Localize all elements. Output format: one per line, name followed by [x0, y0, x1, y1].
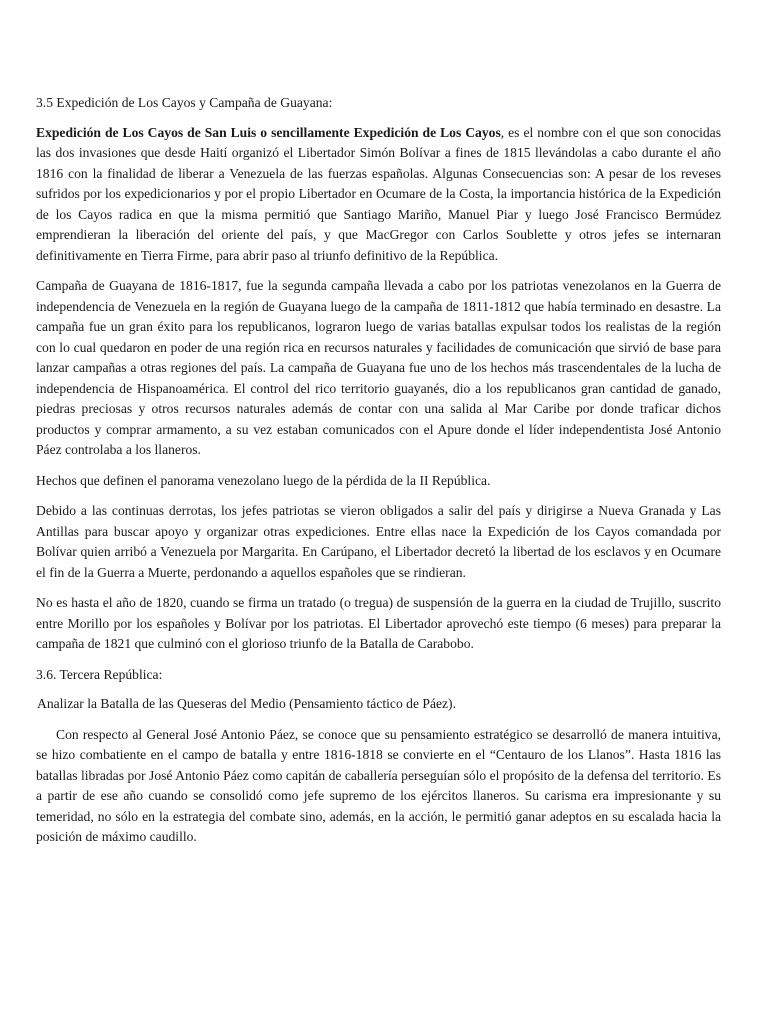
paragraph-jose-antonio-paez: Con respecto al General José Antonio Páez, se conoce que su pensamiento estratégico se desarrolló de manera intuitiva, se hizo combatiente en el campo de batalla y entre 1816-1818 se convierte en el “Centauro de los Llanos”. Hasta 1816 las batallas libradas por José Antonio Páez como capitán de caballería perseguían sólo el propósito de la defensa del territorio. Es a partir de ese año cuando se consolidó como jefe supremo de los ejércitos llaneros. Su carisma era impresionante y su temeridad, no sólo en la estrategia del combate sino, además, en la acción, le permitió ganar adeptos en su escalada hacia la posición de máximo caudillo.: [36, 726, 721, 844]
section-heading-3-5: 3.5 Expedición de Los Cayos y Campaña de Guayana:: [36, 95, 333, 110]
paragraph-campana-guayana: Campaña de Guayana de 1816-1817, fue la segunda campaña llevada a cabo por los patriotas venezolanos en la Guerra de independencia de Venezuela en la región de Guayana luego de la campaña de 1811-1812 que había terminado en desastre. La campaña fue un gran éxito para los republicanos, lograron luego de varias batallas expulsar todos los realistas de la región con lo cual quedaron en poder de una región rica en recursos naturales y facilidades de comunicación que sirvió de base para lanzar campañas a otras regiones del país. La campaña de Guayana fue uno de los hechos más trascendentales de la lucha de independencia de Hispanoamérica. El control del rico territorio guayanés, dio a los republicanos gran cantidad de ganado, piedras preciosas y otros recursos naturales además de contar con una salida al Mar Caribe por donde traficar dichos productos y comprar armamento, a su vez estaban comunicados con el Apure donde el líder independentista José Antonio Páez controlaba a los llaneros.: [36, 278, 721, 457]
bold-term-expedicion: Expedición de Los Cayos de San Luis o sencillamente Expedición de Los Cayos: [36, 124, 501, 140]
document-page: [36, 93, 721, 858]
paragraph-queseras-del-medio: Analizar la Batalla de las Queseras del Medio (Pensamiento táctico de Páez).: [37, 696, 456, 711]
paragraph-tratado-1820: No es hasta el año de 1820, cuando se firma un tratado (o tregua) de suspensión de la guerra en la ciudad de Trujillo, suscrito entre Morillo por los españoles y Bolívar por los patriotas. El Libertador aprovechó este tiempo (6 meses) para preparar la campaña de 1821 que culminó con el glorioso triunfo de la Batalla de Carabobo.: [36, 595, 721, 651]
paragraph-derrotas: Debido a las continuas derrotas, los jefes patriotas se vieron obligados a salir del país y dirigirse a Nueva Granada y Las Antillas para buscar apoyo y organizar otras expediciones. Entre ellas nace la Expedición de los Cayos comandada por Bolívar quien arribó a Venezuela por Margarita. En Carúpano, el Libertador decretó la libertad de los esclavos y en Ocumare el fin de la Guerra a Muerte, perdonando a aquellos españoles que se rindieran.: [36, 503, 721, 580]
paragraph-hechos: Hechos que definen el panorama venezolano luego de la pérdida de la II República.: [36, 472, 491, 488]
section-heading-3-6: 3.6. Tercera República:: [36, 666, 163, 682]
paragraph-text: , es el nombre con el que son conocidas las dos invasiones que desde Haití organizó el Libertador Simón Bolívar a fines de 1815 llevándolas a cabo durante el año 1816 con la finalidad de liberar a Venezuela de las fuerzas españolas. Algunas Consecuencias son: A pesar de los reveses sufridos por los expedicionarios y por el propio Libertador en Ocumare de la Costa, la importancia histórica de la Expedición de los Cayos radica en que la misma permitió que Santiago Mariño, Manuel Piar y luego José Francisco Bermúdez emprendieran la liberación del oriente del país, y que MacGregor con Carlos Soublette y otros jefes se internaran definitivamente en Tierra Firme, para abrir paso al triunfo definitivo de la República.: [36, 124, 721, 263]
paragraph-expedicion-los-cayos: [36, 123, 721, 267]
